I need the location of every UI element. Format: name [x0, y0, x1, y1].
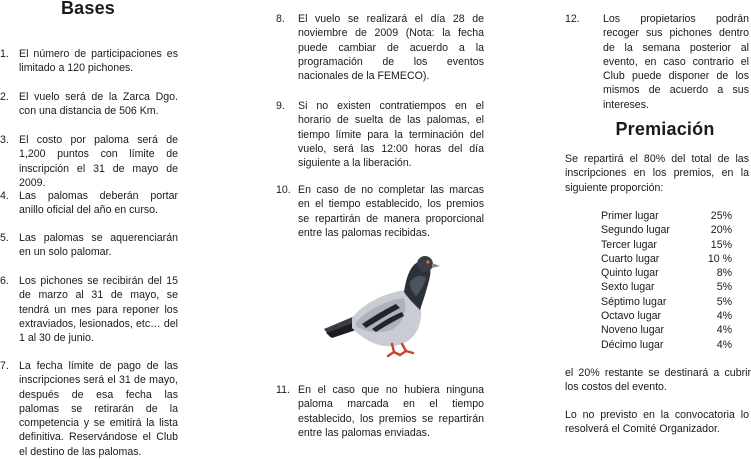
prize-row: [601, 323, 732, 337]
prize-row: [601, 309, 732, 323]
item-number: 6.: [0, 275, 9, 287]
prize-intro: Se repartirá el 80% del total de las inscripciones en los premios, en la siguiente proporción:: [565, 153, 749, 194]
item-text: El vuelo se realizará el día 28 de noviembre de 2009 (Nota: la fecha puede cambiar de acuerdo a la programación de los eventos nacionales de la FEMECO).: [298, 13, 484, 83]
prize-place: Octavo lugar: [601, 310, 662, 323]
item-number: 11.: [276, 384, 290, 396]
item-text: Las palomas deberán portar anillo oficial del año en curso.: [19, 190, 178, 217]
item-number: 1.: [0, 48, 9, 60]
list-item: [0, 90, 178, 119]
item-text: En el caso que no hubiera ninguna paloma marcada en el tiempo establecido, los premios se repartirán entre las palomas enviadas.: [298, 384, 484, 439]
prize-row: [601, 252, 732, 266]
list-item: [0, 231, 178, 260]
prize-place: Primer lugar: [601, 210, 659, 222]
item-text: Los propietarios podrán recoger sus pichones dentro de la semana posterior al evento, en caso contrario el Club puede disponer de los mismos de acuerdo a sus intereses.: [603, 13, 749, 111]
prize-percent: 5%: [716, 281, 732, 294]
list-item: [276, 12, 484, 83]
prize-percent: 4%: [716, 310, 732, 323]
item-text: El vuelo será de la Zarca Dgo. con una distancia de 506 Km.: [19, 91, 178, 118]
list-item: [276, 383, 484, 440]
item-text: El costo por paloma será de 1,200 puntos con límite de inscripción el 31 de mayo de 2009.: [19, 134, 178, 189]
prize-percent: 10 %: [707, 252, 732, 265]
list-item: [0, 47, 178, 76]
item-number: 9.: [276, 100, 285, 112]
item-text: En caso de no completar las marcas en el tiempo establecido, los premios se repartirán de manera proporcional entre las palomas recibidas.: [298, 184, 484, 239]
prize-row: [601, 266, 732, 280]
prize-place: Tercer lugar: [601, 238, 657, 251]
pigeon-image: [322, 252, 444, 362]
prize-place: Cuarto lugar: [601, 252, 660, 265]
item-text: Los pichones se recibirán del 15 de marzo al 31 de mayo, se tendrá un mes para reponer los extraviados, lesionados, etc… del 1 al 30 de junio.: [19, 275, 178, 345]
prize-percent: 20%: [710, 224, 732, 237]
item-number: 12.: [565, 13, 580, 25]
item-number: 2.: [0, 91, 9, 103]
bases-heading: Bases: [60, 0, 116, 18]
item-text: La fecha límite de pago de las inscripciones será el 31 de mayo, después de esa fecha las palomas se retirarán de la competencia y se emitirá la lista definitiva. Reservándose el Club el destino de las palomas.: [19, 360, 178, 458]
prize-row: [601, 280, 732, 294]
item-number: 3.: [0, 134, 9, 146]
item-number: 7.: [0, 360, 9, 372]
prize-percent: 8%: [716, 267, 732, 280]
prize-percent: 4%: [716, 324, 732, 337]
item-text: Si no existen contratiempos en el horario de suelta de las palomas, el tiempo límite para la terminación del vuelo, será las 12:00 horas del día siguiente a la liberación.: [298, 100, 484, 170]
prize-row: [601, 338, 732, 352]
prize-percent: 4%: [716, 338, 732, 351]
prize-place: Quinto lugar: [601, 267, 659, 280]
prize-row: [601, 238, 732, 252]
prize-percent: 15%: [710, 238, 732, 251]
list-item: [276, 183, 484, 240]
prize-place: Noveno lugar: [601, 324, 665, 337]
prize-place: Sexto lugar: [601, 281, 655, 294]
prize-place: Segundo lugar: [601, 224, 670, 237]
prize-place: Séptimo lugar: [601, 295, 667, 308]
list-item: [0, 189, 178, 218]
item-text: El número de participaciones es limitado a 120 pichones.: [19, 48, 178, 75]
prize-percent: 25%: [710, 210, 732, 222]
list-item: [0, 359, 178, 459]
remainder-text: el 20% restante se destinará a cubrir los costos del evento.: [565, 367, 751, 394]
item-number: 5.: [0, 232, 9, 244]
prize-row: [601, 209, 732, 223]
prize-row: [601, 295, 732, 309]
closing-text: Lo no previsto en la convocatoria lo resolverá el Comité Organizador.: [565, 409, 749, 436]
list-item: [565, 12, 749, 112]
prize-row: [601, 223, 732, 237]
item-text: Las palomas se aquerenciarán en un solo palomar.: [19, 232, 178, 259]
item-number: 4.: [0, 190, 9, 202]
prize-percent: 5%: [716, 295, 732, 308]
premiacion-heading: Premiación: [615, 119, 715, 139]
list-item: [0, 133, 178, 190]
list-item: [0, 274, 178, 345]
item-number: 8.: [276, 13, 285, 25]
prize-place: Décimo lugar: [601, 338, 664, 351]
item-number: 10.: [276, 184, 291, 196]
list-item: [276, 99, 484, 170]
prize-table: [601, 209, 732, 352]
